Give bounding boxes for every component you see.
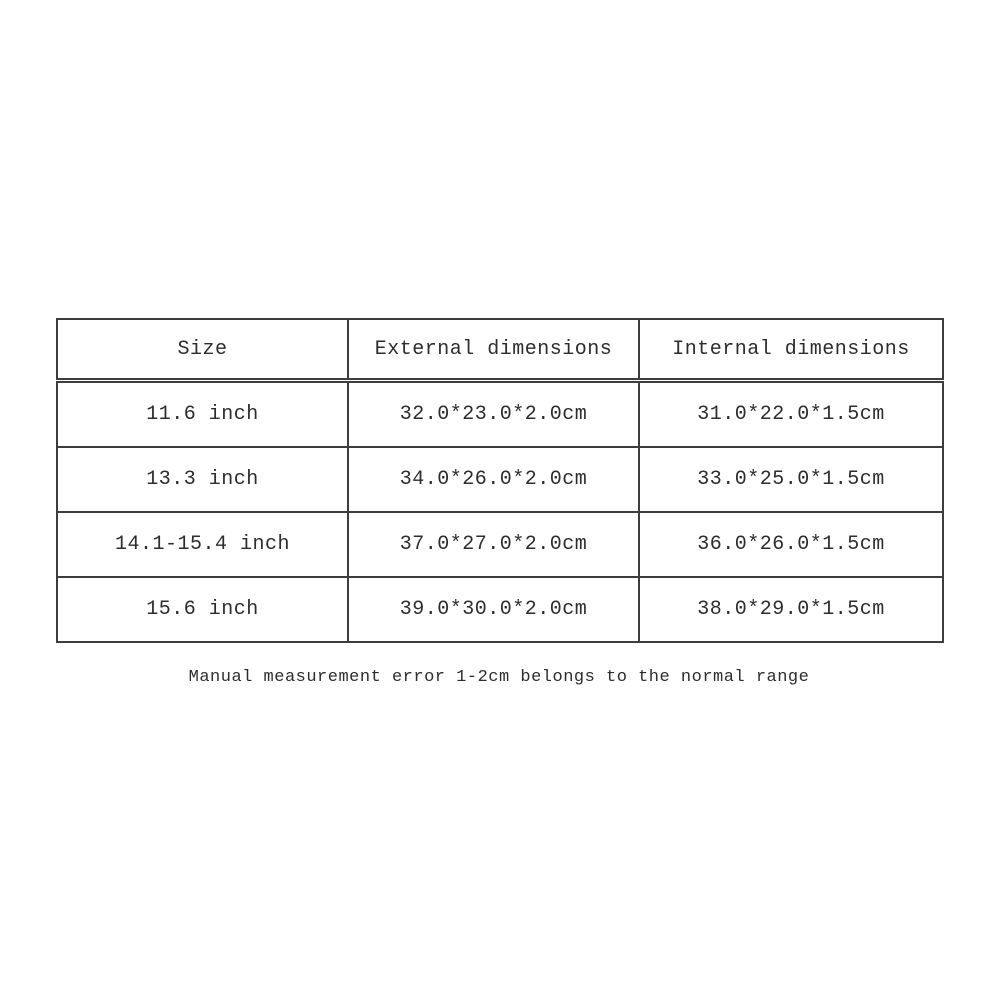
cell-external-dimensions: 32.0*23.0*2.0cm [348,381,639,448]
cell-external-dimensions: 39.0*30.0*2.0cm [348,577,639,642]
cell-internal-dimensions: 36.0*26.0*1.5cm [639,512,943,577]
cell-size: 13.3 inch [57,447,348,512]
cell-internal-dimensions: 38.0*29.0*1.5cm [639,577,943,642]
cell-external-dimensions: 37.0*27.0*2.0cm [348,512,639,577]
size-table [56,318,944,643]
table-row [57,512,943,577]
cell-external-dimensions: 34.0*26.0*2.0cm [348,447,639,512]
col-header-external-dimensions: External dimensions [348,319,639,381]
col-header-internal-dimensions: Internal dimensions [639,319,943,381]
cell-size: 14.1-15.4 inch [57,512,348,577]
cell-internal-dimensions: 33.0*25.0*1.5cm [639,447,943,512]
table-row [57,381,943,448]
cell-size: 11.6 inch [57,381,348,448]
header-row [57,319,943,381]
table-row [57,577,943,642]
cell-internal-dimensions: 31.0*22.0*1.5cm [639,381,943,448]
table-row [57,447,943,512]
measurement-note: Manual measurement error 1-2cm belongs to the normal range [188,668,810,687]
col-header-size: Size [57,319,348,381]
cell-size: 15.6 inch [57,577,348,642]
